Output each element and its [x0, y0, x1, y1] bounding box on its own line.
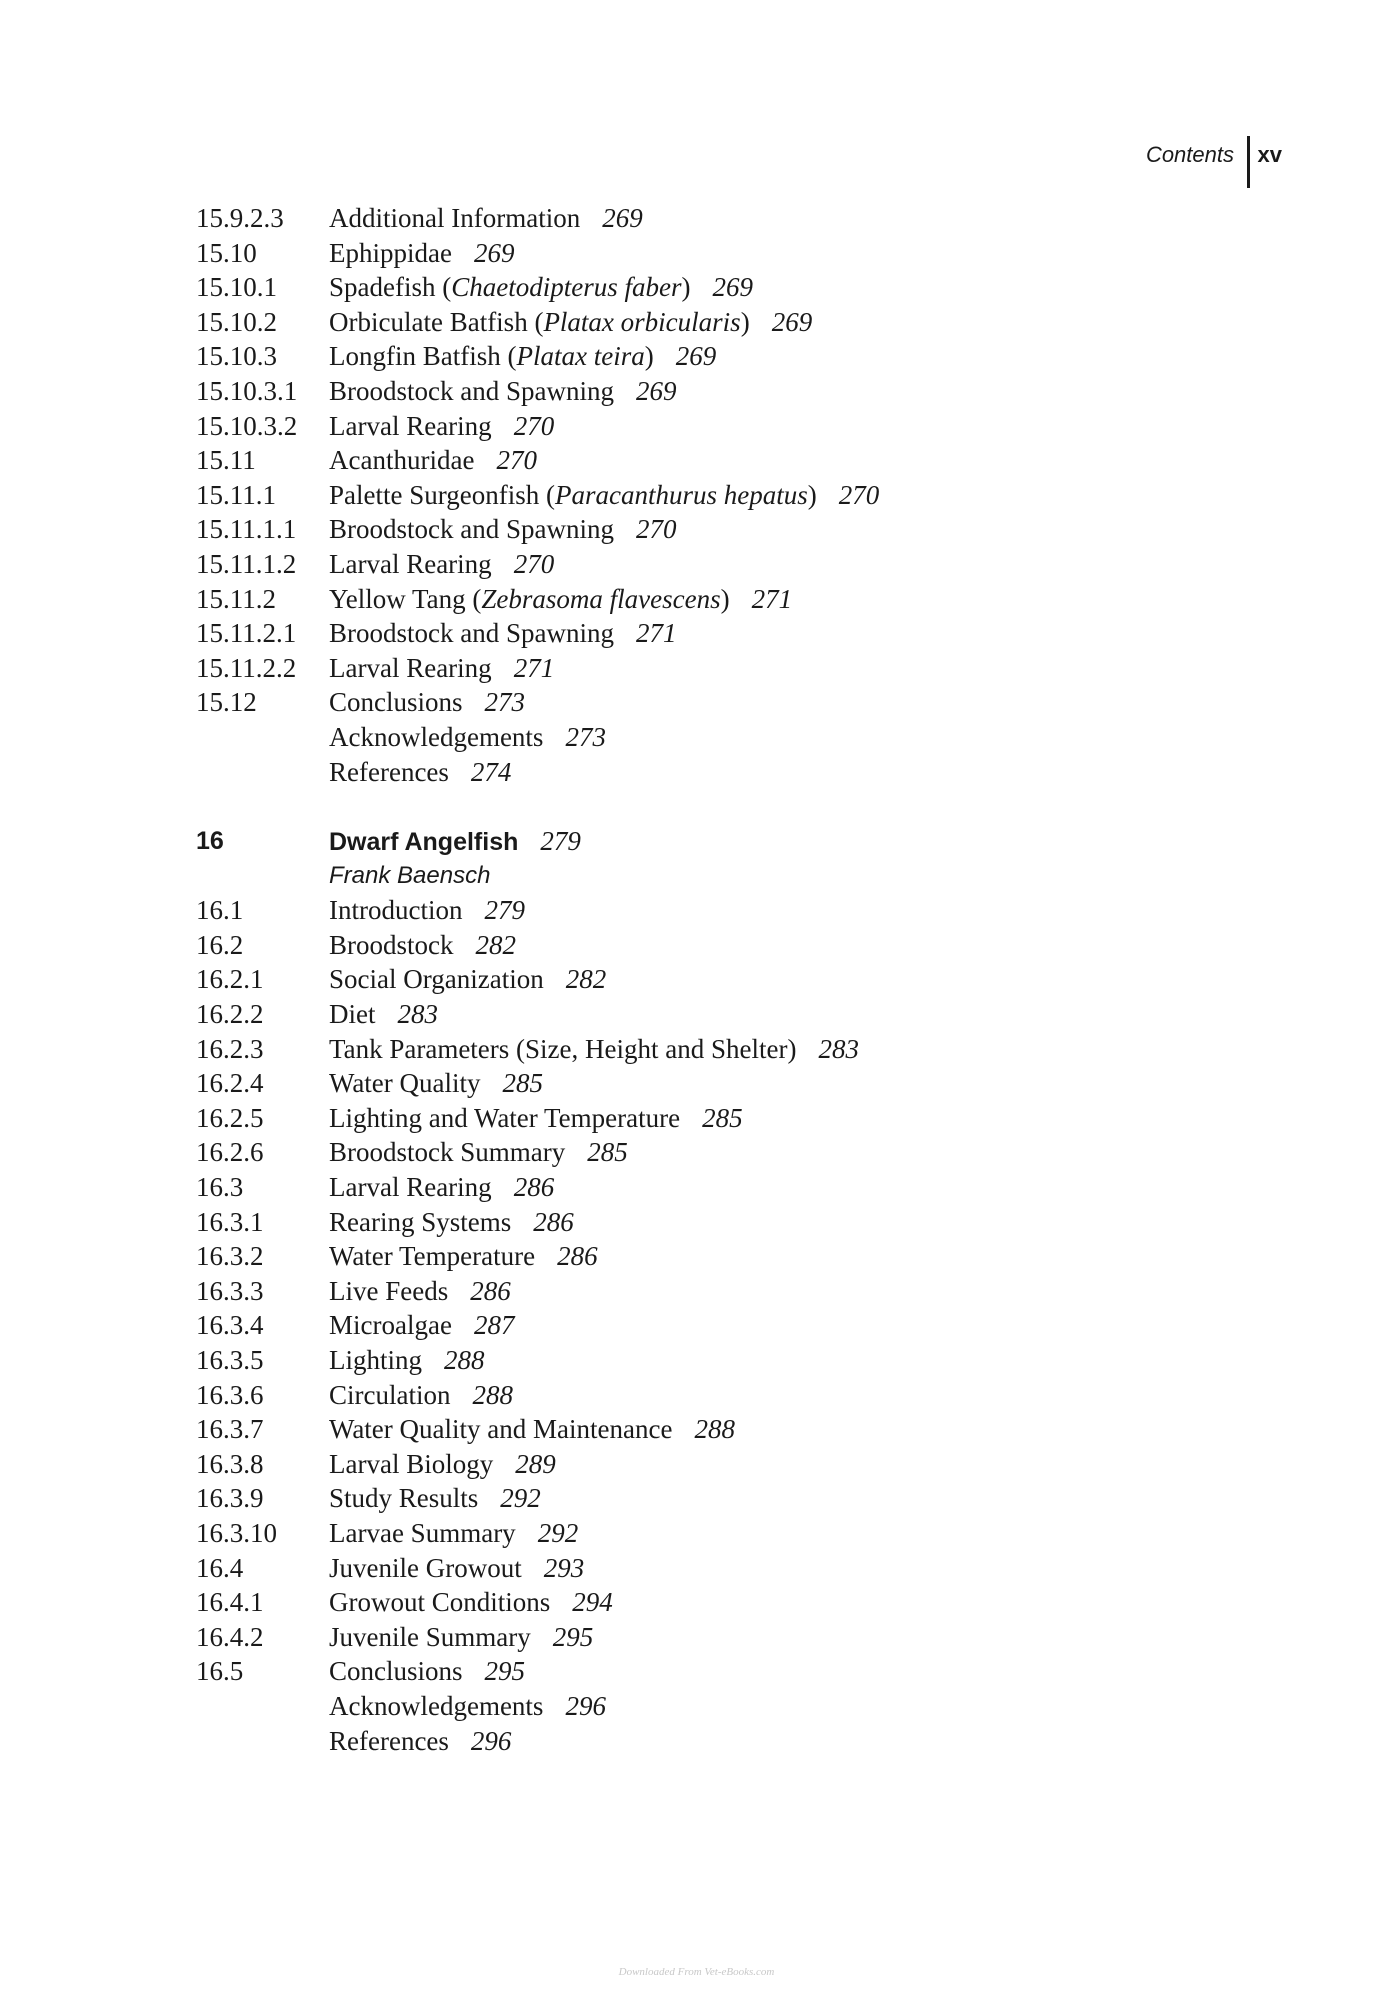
toc-entry-title: Microalgae — [329, 1310, 452, 1341]
toc-entry-page-number: 285 — [587, 1137, 628, 1168]
toc-entry-text — [329, 582, 792, 617]
toc-entry-page-number: 289 — [515, 1448, 556, 1479]
download-watermark: Downloaded From Vet-eBooks.com — [618, 1966, 775, 1978]
toc-entry-number: 16.2.6 — [196, 1137, 264, 1168]
toc-entry-number: 16.2.4 — [196, 1068, 264, 1099]
toc-entry-title: Broodstock and Spawning — [329, 514, 614, 545]
toc-entry-number: 16.4.1 — [196, 1587, 264, 1618]
toc-entry[interactable] — [196, 1170, 1196, 1205]
toc-entry-title: Broodstock and Spawning — [329, 618, 614, 649]
toc-entry-text — [329, 1516, 578, 1551]
toc-entry-text — [329, 1205, 574, 1240]
toc-entry-number: 15.11.2 — [196, 583, 276, 614]
toc-entry-text — [329, 616, 676, 651]
toc-entry[interactable] — [196, 651, 1196, 686]
toc-entry[interactable] — [196, 1239, 1196, 1274]
toc-entry-title: Yellow Tang ( — [329, 583, 482, 614]
running-head — [1000, 136, 1290, 188]
toc-entry-number: 16.2.1 — [196, 964, 264, 995]
toc-entry-text — [329, 270, 753, 305]
toc-entry-title: Acknowledgements — [329, 721, 544, 752]
toc-entry-title: Acknowledgements — [329, 1690, 544, 1721]
toc-entry-title: Conclusions — [329, 1656, 463, 1687]
toc-entry-page-number: 271 — [751, 583, 793, 614]
toc-entry-number: 16.3.5 — [196, 1345, 264, 1375]
toc-entry-page-number: 269 — [675, 341, 717, 372]
toc-entry[interactable] — [196, 1135, 1196, 1170]
toc-entry-number: 15.10.2 — [196, 306, 277, 337]
toc-entry-page-number: 273 — [484, 687, 526, 718]
toc-entry-page-number: 270 — [513, 548, 555, 579]
running-head-label: Contents — [1145, 142, 1234, 167]
toc-entry-text — [329, 1066, 543, 1101]
toc-entry-page-number: 288 — [694, 1414, 735, 1445]
toc-entry[interactable] — [196, 478, 1196, 513]
toc-entry-number: 15.10 — [196, 237, 257, 268]
chapter-gap — [196, 789, 1196, 824]
toc-entry-title: Tank Parameters (Size, Height and Shelter) — [329, 1033, 797, 1064]
toc-entry[interactable] — [196, 1032, 1196, 1067]
toc-entry-number: 15.11.2.2 — [196, 652, 297, 683]
toc-entry-species-name: Paracanthurus hepatus — [554, 479, 808, 510]
toc-entry[interactable] — [196, 962, 1196, 997]
toc-entry[interactable] — [196, 1654, 1196, 1689]
toc-entry[interactable] — [196, 409, 1196, 444]
toc-entry[interactable] — [196, 339, 1196, 374]
toc-entry[interactable] — [196, 928, 1196, 963]
toc-entry-title: Larval Biology — [329, 1448, 494, 1479]
toc-entry-number: 15.11.1 — [196, 479, 276, 510]
chapter-author: Frank Baensch — [329, 861, 491, 889]
toc-entry-title: Spadefish ( — [329, 272, 452, 303]
toc-entry[interactable] — [196, 236, 1196, 271]
toc-entry[interactable] — [196, 1274, 1196, 1309]
toc-entry-text — [329, 409, 554, 444]
toc-entry-text — [329, 1378, 513, 1413]
toc-entry-page-number: 285 — [502, 1068, 544, 1099]
chapter-16-author — [196, 859, 1196, 894]
toc-entry[interactable] — [196, 1516, 1196, 1551]
toc-entry-species-name: Chaetodipterus faber — [451, 272, 682, 303]
toc-entry-title: Orbiculate Batfish ( — [329, 306, 544, 337]
toc-entry-text — [329, 374, 676, 409]
running-head-page-number: xv — [1257, 142, 1282, 167]
toc-entry-number: 15.10.3.1 — [196, 375, 298, 406]
toc-entry-title: Diet — [329, 999, 376, 1030]
toc-entry-title-close: ) — [720, 583, 730, 614]
toc-entry-title: Acanthuridae — [329, 445, 475, 476]
toc-entry-text — [329, 1724, 511, 1759]
toc-entry[interactable] — [196, 720, 1196, 755]
toc-entry-title: Larval Rearing — [329, 652, 492, 683]
toc-entry[interactable] — [196, 997, 1196, 1032]
table-of-contents — [196, 201, 1196, 1758]
toc-entry-title-close: ) — [740, 306, 750, 337]
toc-entry[interactable] — [196, 1412, 1196, 1447]
toc-entry-text — [329, 236, 514, 271]
toc-entry-number: 16.3.9 — [196, 1483, 264, 1514]
chapter-number: 16 — [196, 827, 224, 856]
toc-entry-number: 16.4.2 — [196, 1621, 264, 1652]
toc-entry-text — [329, 1654, 525, 1689]
chapter-page-number: 279 — [540, 826, 581, 857]
running-head-divider — [1247, 136, 1250, 188]
toc-entry-title: Lighting — [329, 1345, 422, 1375]
toc-entry-text — [329, 1101, 743, 1136]
toc-entry-page-number: 288 — [444, 1345, 485, 1375]
toc-entry-text — [329, 720, 606, 755]
toc-entry-number: 16.3.10 — [196, 1517, 277, 1548]
toc-entry-text — [329, 651, 554, 686]
toc-entry-page-number: 269 — [635, 375, 677, 406]
toc-entry[interactable] — [196, 1689, 1196, 1724]
toc-entry-text — [329, 478, 879, 513]
toc-entry-title: Broodstock and Spawning — [329, 375, 614, 406]
toc-entry-text — [329, 997, 438, 1032]
toc-entry-number: 15.9.2.3 — [196, 203, 284, 233]
toc-entry-text — [329, 755, 511, 790]
toc-entry-page-number: 287 — [473, 1310, 515, 1341]
toc-entry[interactable] — [196, 1447, 1196, 1482]
toc-entry[interactable] — [196, 582, 1196, 617]
toc-entry-title: Longfin Batfish ( — [329, 341, 517, 372]
toc-entry-text — [329, 1412, 735, 1447]
toc-entry[interactable] — [196, 305, 1196, 340]
toc-entry-title: References — [329, 1725, 449, 1756]
toc-entry-page-number: 273 — [565, 721, 606, 752]
chapter-16-heading[interactable] — [196, 824, 1196, 859]
toc-entry-title: Rearing Systems — [329, 1206, 512, 1237]
toc-entry-page-number: 283 — [397, 999, 438, 1030]
toc-entry-title: Live Feeds — [329, 1275, 449, 1306]
toc-entry-title: Social Organization — [329, 964, 544, 995]
toc-entry-number: 16.4 — [196, 1552, 244, 1583]
toc-entry-title: Larvae Summary — [329, 1517, 516, 1548]
toc-entry-title: Larval Rearing — [329, 1172, 492, 1203]
toc-entry-number: 16.3.7 — [196, 1414, 264, 1445]
section-16-entries — [196, 893, 1196, 1758]
toc-entry-number: 16.3.1 — [196, 1206, 264, 1237]
toc-entry-page-number: 282 — [475, 929, 516, 960]
toc-entry-number: 16.2.3 — [196, 1033, 264, 1064]
toc-entry-text — [329, 1135, 628, 1170]
toc-entry-page-number: 269 — [712, 272, 753, 303]
toc-entry-text — [329, 1551, 584, 1586]
toc-entry-title: Larval Rearing — [329, 410, 492, 441]
toc-entry-number: 15.11.1.1 — [196, 514, 297, 545]
toc-entry-text — [329, 305, 812, 340]
toc-entry-page-number: 270 — [496, 445, 537, 476]
toc-entry-page-number: 286 — [470, 1275, 511, 1306]
toc-entry-page-number: 295 — [484, 1656, 526, 1687]
toc-entry[interactable] — [196, 201, 1196, 236]
toc-entry-title: Juvenile Summary — [329, 1621, 531, 1652]
toc-entry-page-number: 288 — [472, 1379, 513, 1410]
toc-entry-page-number: 296 — [565, 1690, 606, 1721]
toc-entry[interactable] — [196, 1378, 1196, 1413]
toc-entry-page-number: 286 — [557, 1241, 598, 1272]
toc-entry-page-number: 295 — [552, 1621, 594, 1652]
toc-entry-number: 15.11 — [196, 445, 256, 476]
toc-entry-text — [329, 1170, 554, 1205]
toc-entry[interactable] — [196, 893, 1196, 928]
toc-entry-page-number: 286 — [533, 1206, 574, 1237]
toc-entry-text — [329, 1032, 859, 1067]
toc-entry[interactable] — [196, 1205, 1196, 1240]
chapter-entry — [329, 824, 581, 860]
toc-entry-title: Broodstock — [329, 929, 454, 960]
toc-entry-page-number: 282 — [565, 964, 607, 995]
toc-entry[interactable] — [196, 755, 1196, 790]
toc-entry-title: Growout Conditions — [329, 1587, 551, 1618]
toc-entry-text — [329, 1343, 485, 1378]
toc-entry-number: 15.11.2.1 — [196, 618, 297, 649]
toc-entry[interactable] — [196, 685, 1196, 720]
toc-entry-number: 16.3 — [196, 1172, 244, 1203]
toc-entry-page-number: 270 — [635, 514, 677, 545]
toc-entry-number: 16.2.5 — [196, 1102, 264, 1133]
toc-entry-text — [329, 685, 525, 720]
toc-entry-text — [329, 1689, 606, 1724]
toc-entry-number: 16.1 — [196, 895, 244, 926]
toc-entry-number: 15.10.3.2 — [196, 410, 298, 441]
toc-entry-page-number: 270 — [513, 410, 555, 441]
toc-entry-text — [329, 339, 716, 374]
toc-entry[interactable] — [196, 1551, 1196, 1586]
toc-entry-page-number: 292 — [537, 1517, 579, 1548]
toc-entry-number: 16.3.8 — [196, 1448, 264, 1479]
toc-entry-species-name: Platax orbicularis — [543, 306, 741, 337]
toc-entry-page-number: 285 — [702, 1102, 743, 1133]
toc-entry[interactable] — [196, 270, 1196, 305]
toc-entry-page-number: 286 — [513, 1172, 555, 1203]
toc-entry-page-number: 269 — [602, 203, 643, 233]
toc-entry[interactable] — [196, 1620, 1196, 1655]
toc-entry-title: Water Quality and Maintenance — [329, 1414, 673, 1445]
toc-entry-title: Water Temperature — [329, 1241, 536, 1272]
toc-entry[interactable] — [196, 512, 1196, 547]
toc-entry-title: Broodstock Summary — [329, 1137, 566, 1168]
toc-entry[interactable] — [196, 1101, 1196, 1136]
toc-entry-number: 15.12 — [196, 687, 257, 718]
toc-entry-page-number: 269 — [771, 306, 813, 337]
toc-entry-title: Conclusions — [329, 687, 463, 718]
toc-entry-title: Study Results — [329, 1483, 479, 1514]
toc-entry-title: Palette Surgeonfish ( — [329, 479, 555, 510]
toc-entry[interactable] — [196, 443, 1196, 478]
toc-entry-number: 15.11.1.2 — [196, 548, 297, 579]
toc-entry-number: 16.2 — [196, 929, 244, 960]
toc-entry-number: 16.5 — [196, 1656, 244, 1687]
toc-entry-text — [329, 1239, 598, 1274]
toc-entry-text — [329, 1308, 514, 1343]
toc-entry-text — [329, 1620, 593, 1655]
toc-entry-title: Larval Rearing — [329, 548, 492, 579]
toc-entry-text — [329, 1447, 556, 1482]
toc-entry-title: Additional Information — [329, 203, 581, 233]
toc-entry-text — [329, 928, 516, 963]
toc-entry[interactable] — [196, 1066, 1196, 1101]
toc-entry-page-number: 294 — [572, 1587, 613, 1618]
toc-entry-page-number: 269 — [473, 237, 515, 268]
toc-entry-page-number: 274 — [470, 756, 512, 787]
toc-entry-page-number: 271 — [635, 618, 677, 649]
toc-entry-page-number: 293 — [543, 1552, 585, 1583]
toc-entry-title-close: ) — [681, 272, 691, 303]
toc-entry-title: Lighting and Water Temperature — [329, 1102, 681, 1133]
toc-entry-number: 16.3.3 — [196, 1275, 264, 1306]
toc-entry-page-number: 271 — [513, 652, 555, 683]
toc-entry[interactable] — [196, 1481, 1196, 1516]
toc-entry-page-number: 292 — [500, 1483, 541, 1514]
toc-entry[interactable] — [196, 616, 1196, 651]
toc-entry[interactable] — [196, 547, 1196, 582]
toc-entry[interactable] — [196, 1343, 1196, 1378]
toc-entry-text — [329, 1274, 511, 1309]
toc-entry-text — [329, 1481, 541, 1516]
toc-entry-text — [329, 201, 643, 236]
section-15-entries — [196, 201, 1196, 789]
toc-entry-number: 15.10.1 — [196, 272, 277, 303]
toc-entry-text — [329, 962, 606, 997]
toc-entry-number: 15.10.3 — [196, 341, 277, 372]
toc-entry-number: 16.3.6 — [196, 1379, 264, 1410]
chapter-title: Dwarf Angelfish — [329, 828, 519, 857]
toc-entry[interactable] — [196, 1724, 1196, 1759]
toc-entry-title: Juvenile Growout — [329, 1552, 522, 1583]
toc-entry-page-number: 296 — [470, 1725, 512, 1756]
toc-entry-title: Circulation — [329, 1379, 451, 1410]
toc-entry-number: 16.3.2 — [196, 1241, 264, 1272]
toc-entry-title-close: ) — [644, 341, 654, 372]
toc-entry-species-name: Platax teira — [516, 341, 645, 372]
toc-entry-text — [329, 512, 676, 547]
toc-entry[interactable] — [196, 374, 1196, 409]
toc-entry-title: Water Quality — [329, 1068, 481, 1099]
toc-entry-page-number: 283 — [818, 1033, 859, 1064]
toc-entry-title-close: ) — [807, 479, 817, 510]
toc-entry-text — [329, 547, 554, 582]
toc-entry-text — [329, 1585, 613, 1620]
toc-entry-page-number: 279 — [484, 895, 525, 926]
toc-entry-number: 16.3.4 — [196, 1310, 264, 1341]
toc-entry-text — [329, 893, 525, 928]
toc-entry[interactable] — [196, 1308, 1196, 1343]
toc-entry[interactable] — [196, 1585, 1196, 1620]
toc-entry-species-name: Zebrasoma flavescens — [481, 583, 721, 614]
toc-entry-title: Introduction — [329, 895, 463, 926]
toc-entry-title: Ephippidae — [329, 237, 452, 268]
toc-entry-number: 16.2.2 — [196, 999, 264, 1030]
toc-entry-text — [329, 443, 537, 478]
toc-entry-page-number: 270 — [838, 479, 880, 510]
toc-entry-title: References — [329, 756, 449, 787]
